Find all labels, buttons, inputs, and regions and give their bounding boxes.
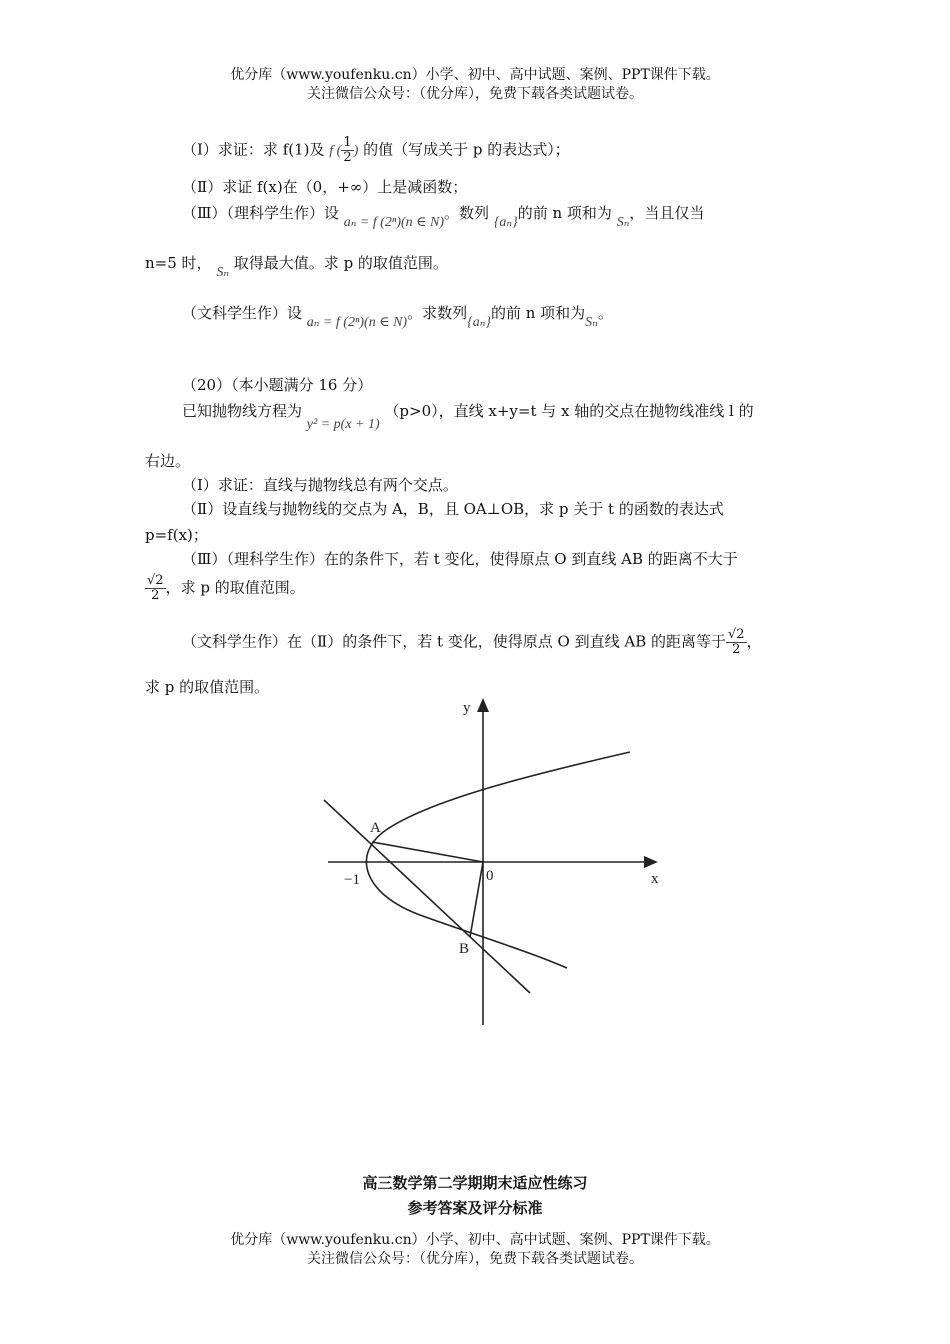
header-line-1: 优分库（www.youfenku.cn）小学、初中、高中试题、案例、PPT课件下载。: [230, 67, 720, 83]
fraction-numerator: 1: [343, 135, 352, 150]
q19-part3-pre: （Ⅲ）（理科学生作）设: [182, 204, 339, 222]
fraction-numerator: √2: [728, 627, 745, 642]
q19-part1: [182, 136, 570, 165]
q19-part1-fraction: [341, 136, 353, 165]
q20-stem-formula: y² = p(x + 1): [306, 417, 380, 432]
q20-stem-pre: 已知抛物线方程为: [182, 402, 303, 420]
label-origin: 0: [486, 868, 494, 884]
fraction-numerator: √2: [147, 573, 164, 588]
q19-part3-formula: aₙ = f (2ⁿ)(n ∈ N): [343, 215, 445, 230]
q19-wen: [182, 302, 613, 330]
q19-part3-line2-sn: Sₙ: [216, 265, 230, 280]
q19-part3-mid2: 的前 n 项和为: [517, 204, 612, 222]
q19-wen-seq: {aₙ}: [467, 315, 491, 330]
q19-part3: [182, 202, 705, 230]
label-y: y: [463, 700, 471, 716]
footer-line-1: 优分库（www.youfenku.cn）小学、初中、高中试题、案例、PPT课件下载。: [230, 1232, 720, 1248]
q20-part3-fraction: [145, 574, 166, 603]
line-ab: [324, 800, 530, 993]
q19-part3-line2-pre: n=5 时，: [145, 254, 212, 272]
q19-part3-seq: {aₙ}: [493, 215, 518, 230]
segment-oa: [372, 842, 483, 862]
q20-title: （20）（本小题满分 16 分）: [182, 376, 373, 394]
answer-title-line-1: 高三数学第二学期期末适应性练习: [362, 1174, 588, 1192]
q20-wen-line2: 求 p 的取值范围。: [145, 678, 270, 696]
q19-part2: （Ⅱ）求证 f(x)在（0，+∞）上是减函数；: [182, 178, 468, 196]
q20-part3: （Ⅲ）（理科学生作）在的条件下，若 t 变化，使得原点 O 到直线 AB 的距离不大于: [182, 550, 738, 568]
q20-wen: [182, 628, 762, 657]
label-x: x: [651, 871, 659, 887]
q20-wen-fraction: [726, 628, 747, 657]
fraction-denominator: 2: [343, 150, 352, 165]
q20-part1: （Ⅰ）求证：直线与抛物线总有两个交点。: [182, 476, 458, 494]
q20-part3-line2: [145, 574, 305, 603]
q19-wen-pre: （文科学生作）设: [182, 304, 303, 322]
q20-stem-line2: 右边。: [145, 452, 191, 470]
q20-part2: （Ⅱ）设直线与抛物线的交点为 A，B，且 OA⊥OB，求 p 关于 t 的函数的表达式: [182, 500, 724, 518]
label-neg-one: −1: [344, 872, 360, 888]
footer-line-2: 关注微信公众号：（优分库），免费下载各类试题试卷。: [307, 1251, 643, 1267]
q19-part3-line2: [145, 252, 448, 280]
fraction-denominator: 2: [732, 642, 741, 657]
q19-part1-close: ): [353, 143, 359, 159]
q19-part3-line2-post: 取得最大值。求 p 的取值范围。: [233, 254, 448, 272]
q19-wen-mid: 。求数列: [407, 304, 468, 322]
y-axis-arrow: [477, 698, 489, 712]
q20-stem-post: （p>0），直线 x+y=t 与 x 轴的交点在抛物线准线 l 的: [384, 402, 754, 420]
header-line-2: 关注微信公众号：（优分库），免费下载各类试题试卷。: [307, 86, 643, 102]
q20-stem: [182, 400, 754, 432]
q19-part1-f: f (: [329, 143, 342, 159]
q20-wen-comma: ，: [746, 632, 762, 651]
label-b: B: [459, 941, 470, 957]
q19-part1-text: （Ⅰ）求证：求 f(1)及: [182, 140, 325, 159]
q19-wen-formula: aₙ = f (2ⁿ)(n ∈ N): [306, 315, 408, 330]
answer-title-line-2: 参考答案及评分标准: [407, 1199, 543, 1217]
q19-wen-sn: Sₙ: [585, 315, 598, 330]
q19-part3-sn: Sₙ: [616, 215, 630, 230]
parabola-figure: [310, 690, 680, 1035]
label-a: A: [370, 820, 381, 836]
q19-wen-mid2: 的前 n 项和为: [490, 304, 586, 322]
x-axis-arrow: [644, 856, 658, 868]
q19-part1-post: 的值（写成关于 p 的表达式）；: [363, 140, 570, 159]
q20-wen-text: （文科学生作）在（Ⅱ）的条件下，若 t 变化，使得原点 O 到直线 AB 的距离等于: [182, 632, 726, 651]
parabola-curve: [366, 752, 630, 968]
q19-wen-end: 。: [597, 304, 613, 322]
segment-ob: [470, 862, 483, 937]
q19-part3-mid: 。数列: [444, 204, 490, 222]
q19-part3-end: ，当且仅当: [629, 204, 705, 222]
q20-part2-line2: p=f(x)；: [145, 526, 208, 544]
q20-part3-line2-post: ，求 p 的取值范围。: [165, 578, 305, 597]
fraction-denominator: 2: [151, 588, 160, 603]
